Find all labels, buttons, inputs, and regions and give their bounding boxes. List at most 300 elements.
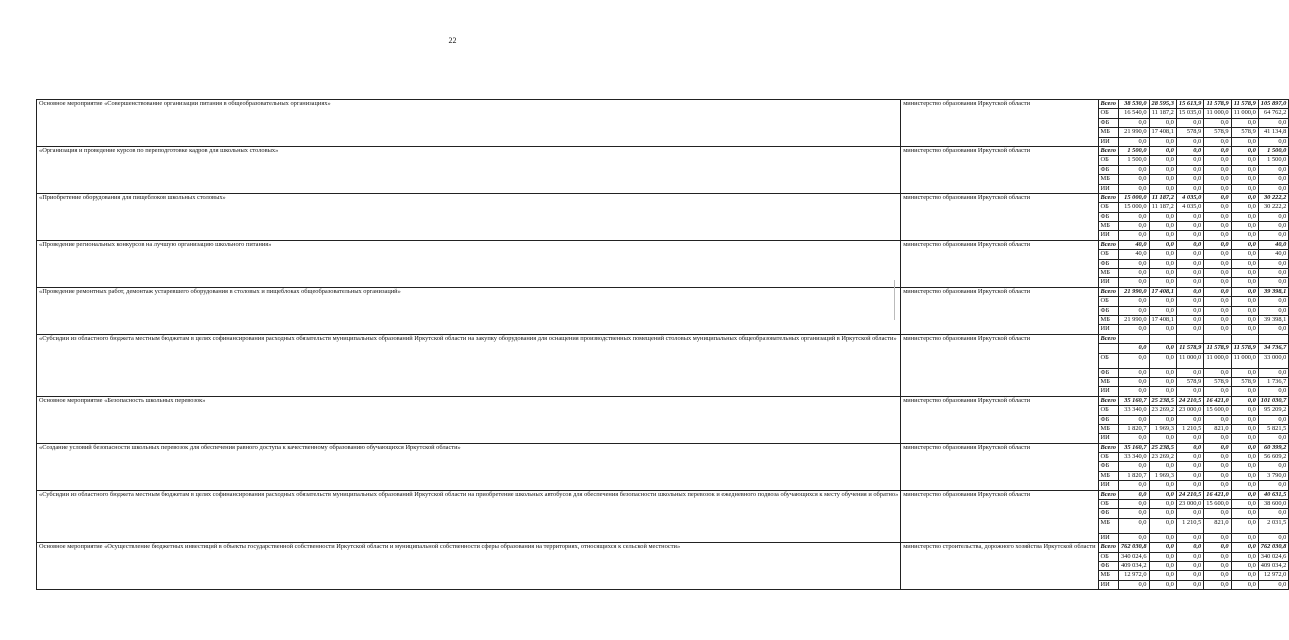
year-value: 0,0 — [1176, 306, 1203, 315]
year-value: 578,9 — [1176, 377, 1203, 386]
year-value: 0,0 — [1204, 212, 1231, 221]
funding-source: Всего — [1098, 193, 1118, 202]
total-value: 12 972,0 — [1258, 571, 1289, 580]
year-value: 0,0 — [1231, 453, 1258, 462]
total-value: 0,0 — [1258, 118, 1289, 127]
year-value: 0,0 — [1231, 269, 1258, 278]
year-value: 0,0 — [1149, 561, 1176, 570]
year-value: 23 000,0 — [1176, 500, 1203, 509]
year-value: 0,0 — [1231, 203, 1258, 212]
year-value: 0,0 — [1204, 434, 1231, 443]
year-value: 21 990,0 — [1118, 287, 1149, 296]
table-row — [37, 193, 1289, 202]
measure-description: «Субсидии из областного бюджета местным бюджетам в целях софинансирования расходных обязательств муниципальных образований Иркутской области на приобретение школьных автобусов для обеспечения безопасности школьных перевозок и ежедневного подвоза обучающихся к месту обучения и обратно» — [37, 490, 901, 543]
year-value: 35 160,7 — [1118, 396, 1149, 405]
funding-source: ФБ — [1098, 561, 1118, 570]
year-value: 0,0 — [1231, 259, 1258, 268]
year-value: 0,0 — [1149, 306, 1176, 315]
executor: министерство образования Иркутской области — [901, 146, 1098, 193]
total-value: 762 030,8 — [1258, 543, 1289, 552]
executor: министерство образования Иркутской области — [901, 240, 1098, 287]
total-value: 2 031,5 — [1258, 518, 1289, 533]
year-value: 0,0 — [1149, 500, 1176, 509]
total-value: 1 500,0 — [1258, 146, 1289, 155]
year-value: 11 187,2 — [1149, 193, 1176, 202]
year-value: 0,0 — [1176, 175, 1203, 184]
total-value: 0,0 — [1258, 278, 1289, 287]
year-value: 0,0 — [1118, 368, 1149, 377]
total-value: 0,0 — [1258, 533, 1289, 542]
year-value: 0,0 — [1118, 306, 1149, 315]
year-value: 0,0 — [1231, 146, 1258, 155]
year-value: 1 820,7 — [1118, 424, 1149, 433]
funding-source: ИИ — [1098, 325, 1118, 334]
year-value: 17 408,1 — [1149, 128, 1176, 137]
year-value: 0,0 — [1204, 240, 1231, 249]
year-value: 0,0 — [1176, 571, 1203, 580]
year-value: 15 600,0 — [1204, 500, 1231, 509]
funding-source: МБ — [1098, 424, 1118, 433]
year-value: 0,0 — [1204, 222, 1231, 231]
funding-source: Всего — [1098, 240, 1118, 249]
year-value: 0,0 — [1149, 165, 1176, 174]
measure-description: Основное мероприятие «Осуществление бюджетных инвестиций в объекты государственной собственности Иркутской области и муниципальной собственности сферы образования на территориях, относящихся к сельской местности» — [37, 543, 901, 590]
year-value: 0,0 — [1176, 315, 1203, 324]
funding-source: ОБ — [1098, 500, 1118, 509]
total-value: 340 024,6 — [1258, 552, 1289, 561]
year-value: 0,0 — [1149, 543, 1176, 552]
funding-source: МБ — [1098, 128, 1118, 137]
year-value: 0,0 — [1231, 368, 1258, 377]
year-value: 0,0 — [1149, 509, 1176, 518]
year-value: 0,0 — [1176, 137, 1203, 146]
measure-description: «Создание условий безопасности школьных перевозок для обеспечения равного доступа к качественному образованию обучающихся Иркутской области» — [37, 443, 901, 490]
year-value: 1 500,0 — [1118, 146, 1149, 155]
total-value: 30 222,2 — [1258, 203, 1289, 212]
year-value: 23 000,0 — [1176, 406, 1203, 415]
funding-source: МБ — [1098, 222, 1118, 231]
year-value: 0,0 — [1204, 509, 1231, 518]
year-value: 0,0 — [1204, 580, 1231, 589]
year-value: 4 035,0 — [1176, 203, 1203, 212]
executor: министерство образования Иркутской области — [901, 443, 1098, 490]
year-value: 16 421,0 — [1204, 396, 1231, 405]
year-value: 0,0 — [1176, 156, 1203, 165]
funding-source: МБ — [1098, 269, 1118, 278]
table-row — [37, 396, 1289, 405]
year-value: 0,0 — [1231, 156, 1258, 165]
year-value: 0,0 — [1118, 462, 1149, 471]
year-value: 0,0 — [1176, 146, 1203, 155]
measure-description: «Проведение ремонтных работ, демонтаж устаревшего оборудования в столовых и пищеблоках общеобразовательных организаций» — [37, 287, 901, 334]
table-row — [37, 146, 1289, 155]
funding-source: МБ — [1098, 471, 1118, 480]
year-value: 0,0 — [1149, 481, 1176, 490]
year-value: 0,0 — [1176, 543, 1203, 552]
executor: министерство образования Иркутской области — [901, 490, 1098, 543]
funding-source: ОБ — [1098, 156, 1118, 165]
year-value: 0,0 — [1204, 297, 1231, 306]
year-value: 0,0 — [1149, 434, 1176, 443]
year-value: 0,0 — [1118, 377, 1149, 386]
funding-source: МБ — [1098, 175, 1118, 184]
year-value: 11 187,2 — [1149, 109, 1176, 118]
year-value: 0,0 — [1204, 552, 1231, 561]
year-value: 0,0 — [1204, 203, 1231, 212]
total-value: 64 762,2 — [1258, 109, 1289, 118]
year-value: 0,0 — [1118, 509, 1149, 518]
year-value: 0,0 — [1176, 269, 1203, 278]
total-value: 0,0 — [1258, 175, 1289, 184]
year-value: 0,0 — [1149, 415, 1176, 424]
year-value: 24 210,5 — [1176, 490, 1203, 499]
year-value: 0,0 — [1231, 481, 1258, 490]
funding-source: ИИ — [1098, 387, 1118, 396]
year-value: 0,0 — [1231, 184, 1258, 193]
year-value: 23 269,2 — [1149, 406, 1176, 415]
year-value: 15 600,0 — [1204, 406, 1231, 415]
year-value: 0,0 — [1231, 396, 1258, 405]
year-value: 0,0 — [1204, 387, 1231, 396]
funding-source: ОБ — [1098, 406, 1118, 415]
year-value: 0,0 — [1176, 250, 1203, 259]
year-value: 821,0 — [1204, 424, 1231, 433]
year-value: 0,0 — [1149, 137, 1176, 146]
table-row — [37, 240, 1289, 249]
year-value: 0,0 — [1176, 297, 1203, 306]
year-value: 0,0 — [1118, 165, 1149, 174]
year-value: 0,0 — [1231, 518, 1258, 533]
year-value — [1204, 334, 1231, 343]
total-value: 409 034,2 — [1258, 561, 1289, 570]
year-value: 0,0 — [1231, 471, 1258, 480]
year-value: 0,0 — [1231, 193, 1258, 202]
funding-source: ОБ — [1098, 250, 1118, 259]
funding-source: Всего — [1098, 396, 1118, 405]
year-value: 0,0 — [1231, 250, 1258, 259]
year-value: 0,0 — [1149, 222, 1176, 231]
year-value: 0,0 — [1118, 212, 1149, 221]
funding-source: ИИ — [1098, 481, 1118, 490]
year-value: 0,0 — [1231, 580, 1258, 589]
year-value: 0,0 — [1176, 443, 1203, 452]
year-value: 0,0 — [1204, 146, 1231, 155]
year-value: 33 340,0 — [1118, 406, 1149, 415]
year-value: 0,0 — [1176, 387, 1203, 396]
year-value: 0,0 — [1176, 231, 1203, 240]
year-value: 0,0 — [1204, 415, 1231, 424]
year-value: 0,0 — [1204, 184, 1231, 193]
funding-source: ОБ — [1098, 203, 1118, 212]
year-value: 0,0 — [1149, 552, 1176, 561]
funding-source: ИИ — [1098, 278, 1118, 287]
total-value: 0,0 — [1258, 306, 1289, 315]
year-value: 0,0 — [1231, 165, 1258, 174]
year-value: 23 269,2 — [1149, 453, 1176, 462]
year-value: 0,0 — [1176, 212, 1203, 221]
year-value: 11 578,9 — [1231, 344, 1258, 353]
year-value — [1149, 334, 1176, 343]
year-value: 0,0 — [1149, 175, 1176, 184]
total-value: 41 134,8 — [1258, 128, 1289, 137]
total-value: 1 500,0 — [1258, 156, 1289, 165]
funding-source: ФБ — [1098, 212, 1118, 221]
year-value: 0,0 — [1176, 325, 1203, 334]
total-value: 56 609,2 — [1258, 453, 1289, 462]
year-value: 0,0 — [1204, 533, 1231, 542]
year-value: 0,0 — [1231, 212, 1258, 221]
year-value: 821,0 — [1204, 518, 1231, 533]
total-value: 101 030,7 — [1258, 396, 1289, 405]
year-value: 0,0 — [1176, 184, 1203, 193]
table-row — [37, 543, 1289, 552]
funding-source: ФБ — [1098, 368, 1118, 377]
year-value: 0,0 — [1204, 137, 1231, 146]
year-value: 0,0 — [1149, 146, 1176, 155]
year-value: 0,0 — [1231, 306, 1258, 315]
total-value: 33 000,0 — [1258, 353, 1289, 368]
executor: министерство образования Иркутской области — [901, 193, 1098, 240]
year-value: 25 238,5 — [1149, 396, 1176, 405]
table-row — [37, 490, 1289, 499]
year-value: 0,0 — [1118, 481, 1149, 490]
year-value: 0,0 — [1204, 165, 1231, 174]
year-value: 40,0 — [1118, 240, 1149, 249]
funding-source: Всего — [1098, 334, 1118, 343]
year-value: 21 990,0 — [1118, 315, 1149, 324]
year-value: 0,0 — [1149, 250, 1176, 259]
year-value: 0,0 — [1149, 259, 1176, 268]
year-value: 0,0 — [1176, 580, 1203, 589]
year-value: 0,0 — [1118, 387, 1149, 396]
funding-source: ОБ — [1098, 109, 1118, 118]
total-value: 5 821,5 — [1258, 424, 1289, 433]
year-value: 11 578,9 — [1231, 100, 1258, 109]
year-value: 578,9 — [1204, 128, 1231, 137]
year-value: 0,0 — [1204, 269, 1231, 278]
year-value: 0,0 — [1149, 240, 1176, 249]
year-value: 0,0 — [1176, 462, 1203, 471]
total-value: 0,0 — [1258, 212, 1289, 221]
year-value: 0,0 — [1149, 184, 1176, 193]
total-value: 0,0 — [1258, 580, 1289, 589]
financing-table — [36, 99, 1289, 590]
funding-source — [1098, 344, 1118, 353]
year-value: 0,0 — [1118, 490, 1149, 499]
year-value: 0,0 — [1149, 571, 1176, 580]
page-number: 22 — [448, 36, 457, 45]
year-value: 0,0 — [1118, 269, 1149, 278]
year-value: 0,0 — [1149, 344, 1176, 353]
year-value: 1 500,0 — [1118, 156, 1149, 165]
total-value: 0,0 — [1258, 259, 1289, 268]
total-value: 0,0 — [1258, 387, 1289, 396]
year-value: 0,0 — [1204, 259, 1231, 268]
year-value: 0,0 — [1118, 118, 1149, 127]
measure-description: Основное мероприятие «Совершенствование организации питания в общеобразовательных организациях» — [37, 100, 901, 147]
year-value: 0,0 — [1231, 434, 1258, 443]
year-value — [1118, 334, 1149, 343]
year-value: 409 034,2 — [1118, 561, 1149, 570]
year-value: 0,0 — [1118, 278, 1149, 287]
funding-source: Всего — [1098, 443, 1118, 452]
year-value: 0,0 — [1231, 406, 1258, 415]
year-value: 0,0 — [1149, 533, 1176, 542]
total-value: 60 399,2 — [1258, 443, 1289, 452]
measure-description: Основное мероприятие «Безопасность школьных перевозок» — [37, 396, 901, 443]
year-value: 0,0 — [1231, 240, 1258, 249]
year-value: 0,0 — [1149, 231, 1176, 240]
year-value: 0,0 — [1118, 533, 1149, 542]
year-value: 0,0 — [1118, 344, 1149, 353]
year-value: 0,0 — [1231, 490, 1258, 499]
year-value: 0,0 — [1231, 462, 1258, 471]
funding-source: ОБ — [1098, 552, 1118, 561]
funding-source: Всего — [1098, 100, 1118, 109]
year-value: 0,0 — [1231, 222, 1258, 231]
year-value: 0,0 — [1204, 287, 1231, 296]
year-value: 12 972,0 — [1118, 571, 1149, 580]
total-value: 3 790,0 — [1258, 471, 1289, 480]
year-value: 17 408,1 — [1149, 287, 1176, 296]
year-value: 1 969,3 — [1149, 471, 1176, 480]
year-value: 0,0 — [1149, 156, 1176, 165]
total-value: 0,0 — [1258, 231, 1289, 240]
year-value: 1 210,5 — [1176, 518, 1203, 533]
year-value: 0,0 — [1176, 259, 1203, 268]
year-value: 16 540,0 — [1118, 109, 1149, 118]
measure-description: «Приобретение оборудования для пищеблоков школьных столовых» — [37, 193, 901, 240]
year-value: 0,0 — [1176, 118, 1203, 127]
year-value — [1176, 334, 1203, 343]
year-value: 0,0 — [1176, 561, 1203, 570]
year-value: 0,0 — [1176, 509, 1203, 518]
year-value: 0,0 — [1176, 533, 1203, 542]
executor: министерство строительства, дорожного хозяйства Иркутской области — [901, 543, 1098, 590]
year-value: 0,0 — [1176, 453, 1203, 462]
year-value: 0,0 — [1176, 481, 1203, 490]
year-value: 0,0 — [1231, 571, 1258, 580]
year-value: 0,0 — [1204, 443, 1231, 452]
year-value: 24 210,5 — [1176, 396, 1203, 405]
year-value: 0,0 — [1118, 222, 1149, 231]
year-value: 578,9 — [1231, 377, 1258, 386]
year-value: 0,0 — [1231, 552, 1258, 561]
year-value: 0,0 — [1149, 353, 1176, 368]
year-value — [1231, 334, 1258, 343]
year-value: 578,9 — [1176, 128, 1203, 137]
year-value: 0,0 — [1176, 222, 1203, 231]
year-value: 0,0 — [1149, 118, 1176, 127]
measure-description: «Организация и проведение курсов по переподготовке кадров для школьных столовых» — [37, 146, 901, 193]
year-value: 0,0 — [1231, 543, 1258, 552]
year-value: 0,0 — [1204, 571, 1231, 580]
year-value: 0,0 — [1231, 175, 1258, 184]
year-value: 11 000,0 — [1231, 109, 1258, 118]
table-row — [37, 334, 1289, 343]
year-value: 0,0 — [1149, 269, 1176, 278]
year-value: 0,0 — [1231, 387, 1258, 396]
year-value: 0,0 — [1176, 287, 1203, 296]
total-value: 0,0 — [1258, 222, 1289, 231]
year-value: 11 000,0 — [1204, 109, 1231, 118]
table-row — [37, 287, 1289, 296]
year-value: 0,0 — [1204, 561, 1231, 570]
year-value: 0,0 — [1231, 500, 1258, 509]
year-value: 0,0 — [1149, 462, 1176, 471]
year-value: 0,0 — [1118, 518, 1149, 533]
funding-source: Всего — [1098, 287, 1118, 296]
year-value: 0,0 — [1231, 278, 1258, 287]
total-value: 39 398,1 — [1258, 287, 1289, 296]
year-value: 0,0 — [1204, 278, 1231, 287]
funding-source: ФБ — [1098, 165, 1118, 174]
year-value: 38 530,0 — [1118, 100, 1149, 109]
year-value: 0,0 — [1204, 118, 1231, 127]
total-value: 0,0 — [1258, 184, 1289, 193]
funding-source: ИИ — [1098, 434, 1118, 443]
year-value: 0,0 — [1118, 325, 1149, 334]
year-value: 4 035,0 — [1176, 193, 1203, 202]
year-value: 1 210,5 — [1176, 424, 1203, 433]
year-value: 0,0 — [1149, 368, 1176, 377]
year-value: 16 421,0 — [1204, 490, 1231, 499]
executor: министерство образования Иркутской области — [901, 334, 1098, 396]
total-value: 40,0 — [1258, 250, 1289, 259]
year-value: 0,0 — [1118, 297, 1149, 306]
year-value: 0,0 — [1204, 315, 1231, 324]
table-row — [37, 100, 1289, 109]
funding-source: МБ — [1098, 518, 1118, 533]
executor: министерство образования Иркутской области — [901, 100, 1098, 147]
year-value: 578,9 — [1231, 128, 1258, 137]
total-value: 40 631,5 — [1258, 490, 1289, 499]
year-value: 1 969,3 — [1149, 424, 1176, 433]
year-value: 0,0 — [1204, 453, 1231, 462]
total-value: 105 897,0 — [1258, 100, 1289, 109]
year-value: 0,0 — [1118, 259, 1149, 268]
measure-description: «Проведение региональных конкурсов на лучшую организацию школьного питания» — [37, 240, 901, 287]
year-value: 0,0 — [1118, 137, 1149, 146]
year-value: 0,0 — [1231, 561, 1258, 570]
year-value: 11 000,0 — [1176, 353, 1203, 368]
total-value: 0,0 — [1258, 368, 1289, 377]
funding-source: ОБ — [1098, 353, 1118, 368]
year-value: 0,0 — [1204, 462, 1231, 471]
total-value: 0,0 — [1258, 415, 1289, 424]
year-value: 0,0 — [1231, 533, 1258, 542]
total-value: 0,0 — [1258, 481, 1289, 490]
year-value: 0,0 — [1231, 443, 1258, 452]
funding-source: МБ — [1098, 377, 1118, 386]
year-value: 0,0 — [1149, 212, 1176, 221]
year-value: 0,0 — [1204, 231, 1231, 240]
year-value: 21 990,0 — [1118, 128, 1149, 137]
total-value: 95 209,2 — [1258, 406, 1289, 415]
year-value: 35 160,7 — [1118, 443, 1149, 452]
total-value — [1258, 334, 1289, 343]
year-value: 0,0 — [1176, 240, 1203, 249]
year-value: 15 000,0 — [1118, 193, 1149, 202]
year-value: 11 000,0 — [1204, 353, 1231, 368]
year-value: 11 000,0 — [1231, 353, 1258, 368]
year-value: 0,0 — [1149, 387, 1176, 396]
total-value: 0,0 — [1258, 165, 1289, 174]
year-value: 0,0 — [1149, 580, 1176, 589]
year-value: 33 340,0 — [1118, 453, 1149, 462]
year-value: 15 035,0 — [1176, 109, 1203, 118]
funding-source: ОБ — [1098, 453, 1118, 462]
